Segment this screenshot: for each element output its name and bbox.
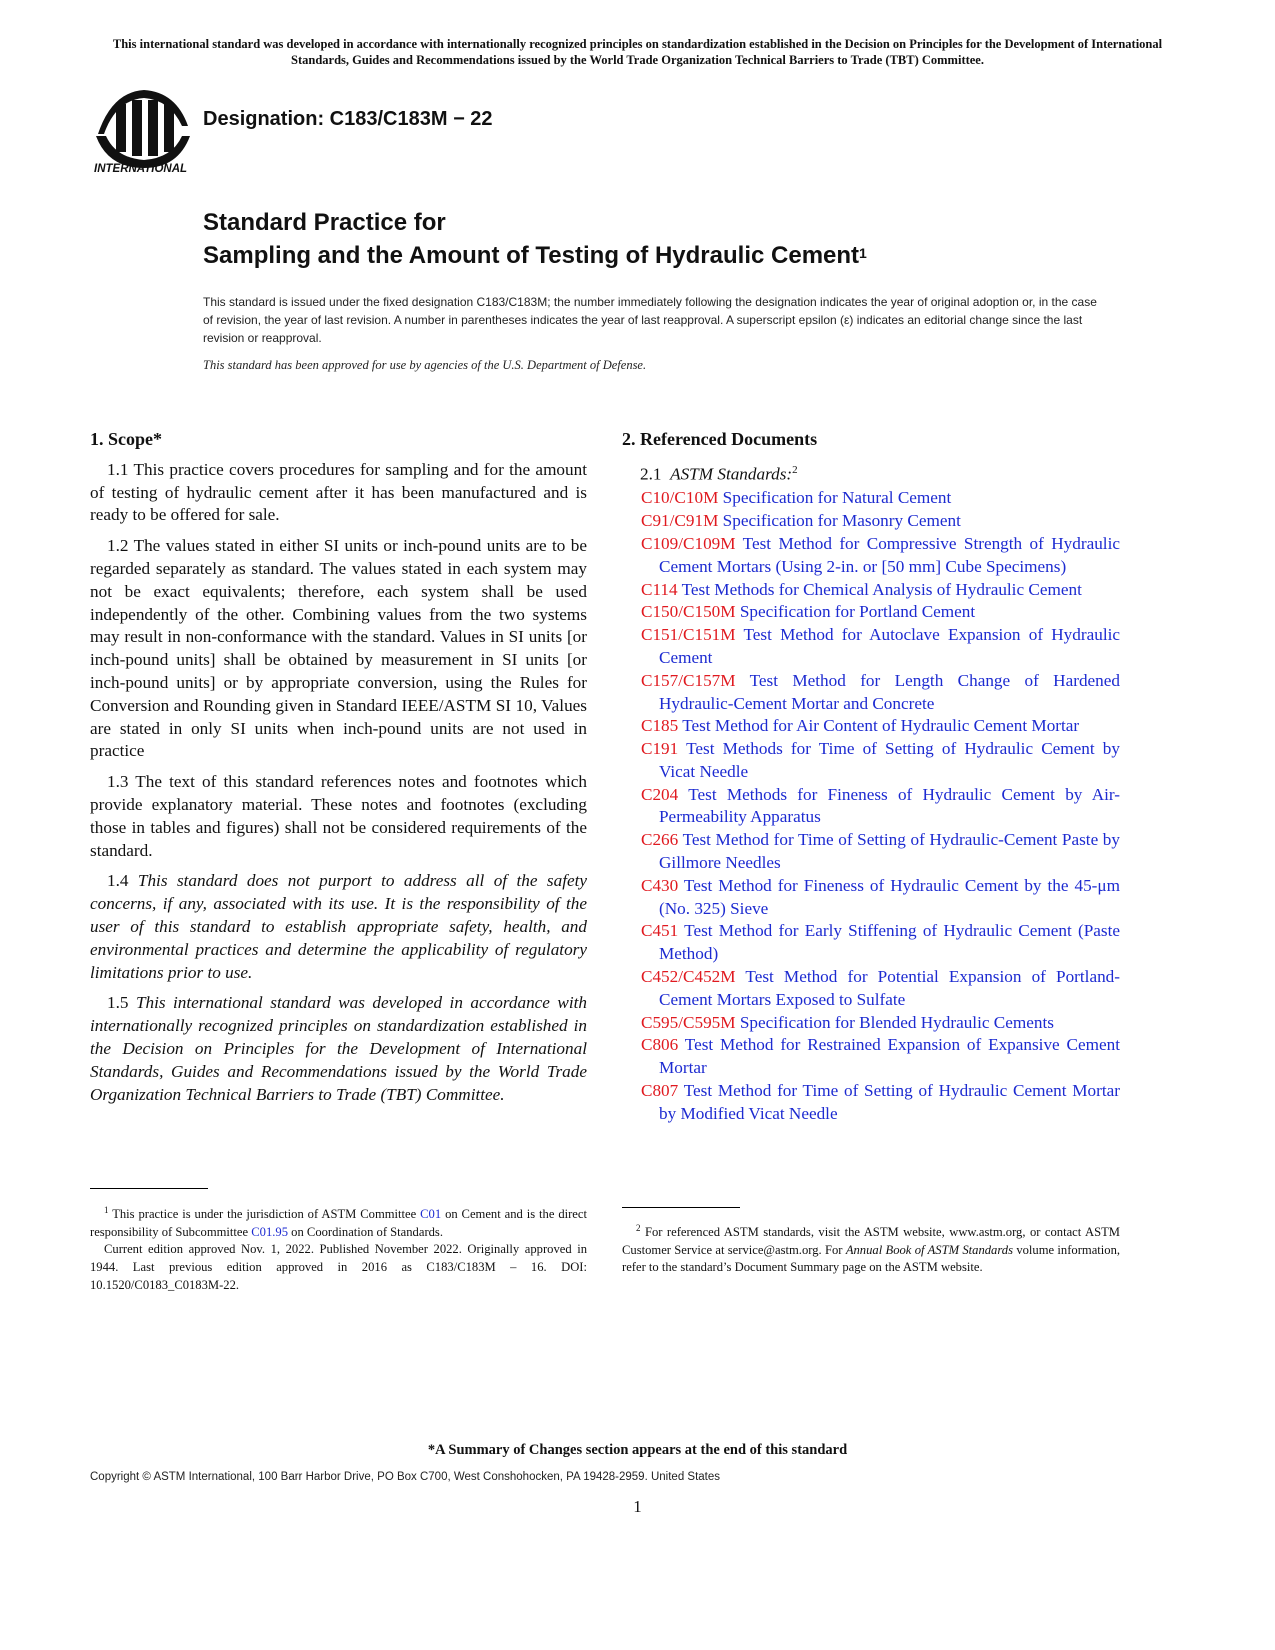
scope-heading: 1. Scope* [90, 429, 162, 449]
footnote-2-paragraph [622, 1220, 1120, 1277]
reference-title[interactable]: Test Method for Fineness of Hydraulic Cement by the 45-μm (No. 325) Sieve [659, 875, 1120, 918]
reference-title[interactable]: Specification for Natural Cement [722, 488, 952, 508]
reference-code[interactable]: C191 [641, 739, 679, 759]
footnote-2-italic: Annual Book of ASTM Standards [845, 1242, 1013, 1257]
reference-title[interactable]: Specification for Blended Hydraulic Cements [739, 1012, 1054, 1032]
summary-of-changes-note: *A Summary of Changes section appears at the end of this standard [427, 1442, 848, 1458]
reference-item[interactable] [622, 920, 1120, 966]
reference-code[interactable]: C595/C595M [641, 1012, 736, 1032]
reference-code[interactable]: C114 [641, 579, 678, 599]
reference-code[interactable]: C10/C10M [641, 488, 719, 508]
footnote-1 [90, 1202, 587, 1294]
footnote-1-text-b: on Cement and is the direct responsibility of Subcommittee [90, 1207, 587, 1239]
footnote-1-text-a: This practice is under the jurisdiction of ASTM Committee [112, 1207, 417, 1222]
reference-item[interactable] [622, 1080, 1120, 1126]
section-1-5-number: 1.5 [107, 993, 129, 1013]
reference-title[interactable]: Test Methods for Chemical Analysis of Hydraulic Cement [681, 579, 1082, 599]
section-1-5-text: This international standard was developed in accordance with internationally recognized principles on standardization established in the Decision on Principles for the Development of International Standards, Guides and Recommendations issued by the World Trade Organization Technical Barriers to Trade (TBT) Committee. [90, 993, 587, 1104]
intro-number: 2.1 [640, 464, 662, 484]
dod-note: This standard has been approved for use by agencies of the U.S. Department of Defense. [203, 358, 647, 372]
page-number: 1 [633, 1497, 642, 1516]
section-1-4-number: 1.4 [107, 871, 129, 891]
svg-text:INTERNATIONAL: INTERNATIONAL [94, 163, 188, 174]
reference-item[interactable] [622, 579, 1120, 602]
title-main: Sampling and the Amount of Testing of Hydraulic Cement [203, 242, 860, 269]
reference-code[interactable]: C91/C91M [641, 511, 719, 531]
reference-title[interactable]: Test Method for Time of Setting of Hydraulic-Cement Paste by Gillmore Needles [659, 830, 1120, 873]
reference-item[interactable] [622, 966, 1120, 1012]
reference-item[interactable] [622, 784, 1120, 830]
reference-title[interactable]: Test Methods for Time of Setting of Hydraulic Cement by Vicat Needle [659, 739, 1120, 781]
reference-title[interactable]: Specification for Masonry Cement [722, 511, 961, 531]
footnote-2-text-b: volume information, refer to the standard’s Document Summary page on the ASTM website. [622, 1242, 1121, 1275]
title-line-2 [203, 239, 1183, 272]
reference-code[interactable]: C266 [641, 830, 679, 850]
reference-item[interactable] [622, 1012, 1120, 1035]
footnote-2 [622, 1220, 1120, 1277]
intro-footnote-mark: 2 [792, 463, 798, 476]
subcommittee-link[interactable]: C01.95 [251, 1224, 289, 1239]
committee-link[interactable]: C01 [420, 1207, 442, 1222]
reference-code[interactable]: C806 [641, 1035, 679, 1055]
footnote-1-paragraph-2: Current edition approved Nov. 1, 2022. Published November 2022. Originally approved in 1944. Last previous edition approved in 2016 as C183/C183M – 16. DOI: 10.1520/C0183_C0183M-22. [90, 1242, 587, 1292]
reference-item[interactable] [622, 601, 1120, 624]
reference-title[interactable]: Test Method for Early Stiffening of Hydraulic Cement (Paste Method) [659, 921, 1120, 964]
footnote-2-text-a: For referenced ASTM standards, visit the ASTM website, www.astm.org, or contact ASTM Customer Service at service@astm.org. For [622, 1225, 1121, 1257]
footnote-1-paragraph-1 [90, 1202, 587, 1241]
reference-title[interactable]: Test Method for Compressive Strength of Hydraulic Cement Mortars (Using 2-in. or [50 mm] Cube Specimens) [659, 533, 1120, 576]
right-column [622, 428, 1120, 1126]
intro-label: ASTM Standards: [670, 464, 793, 484]
issue-note: This standard is issued under the fixed designation C183/C183M; the number immediately following the designation indicates the year of original adoption or, in the case of revision, the year of last revision. A number in parentheses indicates the year of last reapproval. A superscript epsilon (ε) indicates an editorial change since the last revision or reapproval. [203, 295, 1097, 345]
astm-logo-icon [92, 86, 192, 174]
reference-title[interactable]: Test Method for Length Change of Hardened Hydraulic-Cement Mortar and Concrete [659, 670, 1120, 713]
copyright-line: Copyright © ASTM International, 100 Barr Harbor Drive, PO Box C700, West Conshohocken, PA 19428-2959. United States [90, 1471, 721, 1483]
reference-code[interactable]: C452/C452M [641, 967, 736, 987]
reference-item[interactable] [622, 670, 1120, 716]
reference-item[interactable] [622, 510, 1120, 533]
reference-item[interactable] [622, 715, 1120, 738]
reference-code[interactable]: C157/C157M [641, 670, 736, 690]
reference-item[interactable] [622, 875, 1120, 921]
section-1-5 [90, 992, 587, 1106]
reference-code[interactable]: C150/C150M [641, 602, 736, 622]
reference-code[interactable]: C204 [641, 784, 679, 804]
footnote-divider-left [90, 1188, 208, 1189]
reference-title[interactable]: Test Method for Autoclave Expansion of Hydraulic Cement [659, 625, 1120, 667]
reference-item[interactable] [622, 533, 1120, 579]
section-1-2: 1.2 The values stated in either SI units or inch-pound units are to be regarded separately as standard. The values stated in each system may not be exact equivalents; therefore, each system shall be used independently of the other. Combining values from the two systems may result in non-conformance with the standard. Values in SI units [or inch-pound units] shall be obtained by measurement in SI units [or inch-pound units] or by appropriate conversion, using the Rules for Conversion and Rounding given in Standard IEEE/ASTM SI 10, Values are stated in only SI units when inch-pound units are not used in practice [90, 536, 587, 761]
referenced-documents-heading: 2. Referenced Documents [622, 429, 818, 449]
title-footnote-mark: 1 [859, 245, 867, 261]
reference-title[interactable]: Test Method for Air Content of Hydraulic Cement Mortar [682, 716, 1080, 736]
designation: Designation: C183/C183M − 22 [203, 108, 493, 130]
reference-code[interactable]: C151/C151M [641, 625, 736, 645]
footnote-1-mark: 1 [104, 1205, 109, 1215]
reference-title[interactable]: Test Method for Potential Expansion of Portland-Cement Mortars Exposed to Sulfate [659, 967, 1120, 1009]
reference-title[interactable]: Test Methods for Fineness of Hydraulic Cement by Air-Permeability Apparatus [659, 784, 1120, 827]
reference-item[interactable] [622, 487, 1120, 510]
left-column [90, 428, 587, 1114]
title-line-1: Standard Practice for [203, 209, 446, 236]
reference-code[interactable]: C807 [641, 1081, 679, 1101]
top-notice: This international standard was developed in accordance with internationally recognized principles on standardization established in the Decision on Principles for the Development of International Standards, Guides and Recommendations issued by the World Trade Organization Technical Barriers to Trade (TBT) Committee. [112, 37, 1163, 67]
astm-standards-intro [640, 459, 1120, 487]
reference-title[interactable]: Test Method for Restrained Expansion of Expansive Cement Mortar [659, 1035, 1120, 1078]
footnote-2-mark: 2 [636, 1223, 641, 1233]
reference-title[interactable]: Test Method for Time of Setting of Hydraulic Cement Mortar by Modified Vicat Needle [659, 1081, 1120, 1123]
document-title [203, 206, 1183, 272]
reference-code[interactable]: C430 [641, 875, 679, 895]
reference-title[interactable]: Specification for Portland Cement [739, 602, 976, 622]
reference-code[interactable]: C185 [641, 716, 679, 736]
reference-item[interactable] [622, 829, 1120, 875]
reference-item[interactable] [622, 1034, 1120, 1080]
section-1-3: 1.3 The text of this standard references notes and footnotes which provide explanatory material. These notes and footnotes (excluding those in tables and figures) shall not be considered requirements of the standard. [90, 772, 587, 860]
section-1-4-text: This standard does not purport to address all of the safety concerns, if any, associated with its use. It is the responsibility of the user of this standard to establish appropriate safety, health, and environmental practices and determine the applicability of regulatory limitations prior to use. [90, 871, 587, 982]
reference-item[interactable] [622, 624, 1120, 670]
footnote-1-text-c: on Coordination of Standards. [291, 1224, 443, 1239]
reference-list [622, 487, 1120, 1125]
reference-code[interactable]: C451 [641, 921, 679, 941]
reference-code[interactable]: C109/C109M [641, 533, 736, 553]
section-1-4 [90, 870, 587, 984]
footnote-divider-right [622, 1207, 740, 1208]
section-1-1: 1.1 This practice covers procedures for sampling and for the amount of testing of hydraulic cement after it has been manufactured and is ready to be offered for sale. [90, 459, 587, 525]
reference-item[interactable] [622, 738, 1120, 784]
